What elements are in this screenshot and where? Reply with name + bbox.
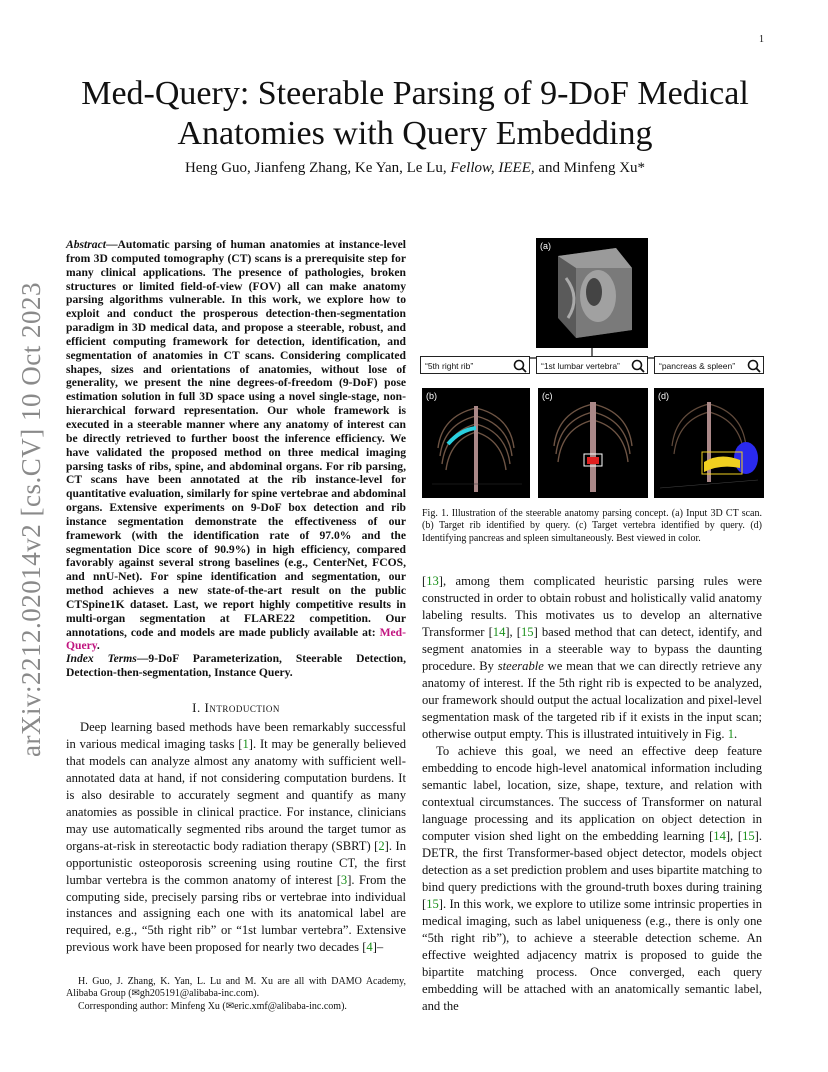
search-icon bbox=[513, 359, 527, 373]
abstract-text: —Automatic parsing of human anatomies at instance-level from 3D computed tomography (CT) scans is a prerequisite step for many clinical applications. The presence of pathologies, broken structures or limited field-of-view (FOV) all can make anatomy parsing algorithms vulnerable. In this work, we explore how to exploit and conduct the prosperous detection-then-segmentation paradigm in 3D medical data, and propose a steerable, robust, and efficient computing framework for detection, identification, and segmentation of anatomies in CT scans. Considering complicated shapes, sizes and orientations of anatomies, without lose of generality, we present the nine degrees-of-freedom (9-DoF) pose estimation solution in full 3D space using a novel single-stage, non-hierarchical forward representation. Our whole framework is executed in a steerable manner where any anatomy of interest can be directly retrieved to further boost the inference efficiency. We have validated the proposed method on three medical imaging parsing tasks of ribs, spine, and abdominal organs. For rib parsing, CT scans have been annotated at the rib instance-level for quantitative evaluation, similarly for spine vertebrae and abdominal organs. Extensive experiments on 9-DoF box detection and rib instance segmentation demonstrate the effectiveness of our framework (with the identification rate of 97.0% and the segmentation Dice score of 90.9%) in high efficiency, compared favorably against several strong baselines (e.g., CenterNet, FCOS, and nnU-Net). For spine identification and segmentation, our method achieves a new state-of-the-art result on the public CTSpine1K dataset. Last, we report highly competitive results in multi-organ segmentation at FLARE22 competition. Our annotations, code and models are made publicly available at: bbox=[66, 238, 406, 639]
query-box-rib[interactable] bbox=[420, 356, 530, 374]
page-number: 1 bbox=[759, 34, 764, 45]
search-icon bbox=[631, 359, 645, 373]
citation-link[interactable]: 14 bbox=[492, 625, 506, 639]
text-run: ]. It may be generally believed that models can analyze almost any anatomy with sufficient well-annotated data at hand, if not considering computation burdens. It is also desirable to accurately segment and quantify as many anatomies as possible in clinical practice. For instance, clinicians may use automatically segmented ribs around the target tumor as organs-at-risk in stereotactic body radiation therapy (SBRT) [ bbox=[66, 736, 406, 853]
panel-b-label: (b) bbox=[426, 391, 437, 401]
text-run: ]. In opportunistic osteoporosis screening using routine CT, the first lumbar vertebra is the common anatomy of interest [ bbox=[66, 838, 407, 887]
citation-link[interactable]: 1 bbox=[242, 736, 249, 751]
intro-right-column bbox=[422, 573, 762, 1015]
vertebra-render-image bbox=[538, 388, 648, 498]
ct-volume-image bbox=[536, 238, 648, 348]
query-box-vertebra[interactable] bbox=[536, 356, 648, 374]
citation-link[interactable]: 2 bbox=[378, 838, 385, 853]
organ-render-image bbox=[654, 388, 764, 498]
author-fellow: Fellow, IEEE, bbox=[450, 160, 535, 176]
rib-render-image bbox=[422, 388, 530, 498]
text-run: ]. DETR, the first Transformer-based object detector, models object detection as a set prediction problem and uses bipartite matching to bind query predictions with the ground-truth boxes during training [ bbox=[422, 829, 763, 911]
text-run: ], [ bbox=[725, 829, 743, 843]
author-names: Heng Guo, Jianfeng Zhang, Ke Yan, Le Lu, bbox=[184, 160, 447, 176]
panel-a-label: (a) bbox=[540, 241, 551, 251]
citation-link[interactable]: 15 bbox=[426, 897, 439, 911]
intro-paragraph-1 bbox=[66, 719, 406, 956]
text-run: To achieve this goal, we need an effective deep feature embedding to encode high-level anatomical information including semantic label, location, size, shape, texture, and relation with contextual circumstances. The success of Transformer on natural language processing and its application on object detection in computer vision shed light on the embedding learning [ bbox=[422, 744, 762, 843]
paper-title: Med-Query: Steerable Parsing of 9-DoF Medical Anatomies with Query Embedding bbox=[81, 75, 749, 152]
panel-c-vertebra bbox=[538, 388, 648, 498]
query-text-pancreas-spleen: “pancreas & spleen” bbox=[659, 361, 736, 371]
text-run: Deep learning based methods have been remarkably successful in various medical imaging tasks [ bbox=[66, 720, 406, 751]
section-heading bbox=[66, 700, 406, 716]
query-text-rib: “5th right rib” bbox=[425, 361, 474, 371]
intro-paragraph-2 bbox=[422, 573, 762, 743]
index-terms-text: —9-DoF Parameterization, Steerable Detection, Detection-then-segmentation, Instance Query. bbox=[66, 652, 406, 679]
text-run: ], among them complicated heuristic parsing rules were constructed in order to obtain robust and holistically valid anatomy labeling results. This motivates us to develop an alternative Transformer [ bbox=[422, 574, 762, 639]
figure-1 bbox=[420, 232, 764, 500]
intro-paragraph-3 bbox=[422, 743, 762, 1015]
query-box-pancreas-spleen[interactable] bbox=[654, 356, 764, 374]
code-link[interactable]: Med-Query bbox=[66, 625, 406, 653]
citation-link[interactable]: 1 bbox=[727, 727, 735, 741]
text-run: . bbox=[734, 727, 738, 741]
panel-d-pancreas-spleen bbox=[654, 388, 764, 498]
citation-link[interactable]: 13 bbox=[426, 574, 439, 588]
search-icon bbox=[747, 359, 761, 373]
citation-link[interactable]: 15 bbox=[742, 829, 755, 843]
index-terms bbox=[66, 652, 406, 680]
intro-left-column bbox=[66, 719, 406, 956]
italic-term: steerable bbox=[497, 659, 544, 673]
section-numeral: I. bbox=[192, 700, 201, 715]
abstract-end: . bbox=[96, 639, 100, 653]
abstract-lead: Abstract bbox=[66, 238, 106, 251]
text-run: ] based method that can detect, identify, and segment anatomies in a steerable way to bypass the daunting procedure. By bbox=[422, 625, 762, 673]
panel-d-label: (d) bbox=[658, 391, 669, 401]
index-terms-lead: Index Terms bbox=[66, 652, 137, 665]
figure-caption: Fig. 1. Illustration of the steerable anatomy parsing concept. (a) Input 3D CT scan. (b) Target rib identified by query. (c) Target vertebra identified by query. (d) Identifying pancreas and spleen simultaneously. Best viewed in color. bbox=[422, 508, 762, 544]
text-run: ]. In this work, we explore to utilize some intrinsic properties in medical imaging, such as label uniqueness (e.g., there is only one “5th right rib”), to achieve a steerable detection scheme. An effective weighted adjacency matrix is proposed to guide the bipartite matching process. Once converged, each query embedding will be attached with an anatomically semantic label, and the bbox=[422, 897, 762, 1013]
authors bbox=[70, 160, 760, 177]
panel-b-rib bbox=[422, 388, 530, 498]
text-run: ]. From the computing side, precisely parsing ribs or vertebrae into individual instances and assigning each one with its anatomical label are required, e.g., “5th right rib” or “1st lumbar vertebra”. Extensive previous work have been proposed for nearly two decades [ bbox=[66, 872, 406, 955]
text-run: ]– bbox=[372, 940, 384, 955]
footnote-corresponding: Corresponding author: Minfeng Xu (✉eric.xmf@alibaba-inc.com). bbox=[78, 1000, 347, 1012]
footnote-affiliation: H. Guo, J. Zhang, K. Yan, L. Lu and M. Xu are all with DAMO Academy, Alibaba Group (✉gh205191@alibaba-inc.com). bbox=[66, 976, 406, 1000]
text-run: ], [ bbox=[505, 625, 521, 639]
panel-c-label: (c) bbox=[542, 391, 553, 401]
citation-link[interactable]: 15 bbox=[520, 625, 534, 639]
text-run: we mean that we can directly retrieve any anatomy of interest. If the 5th right rib is expected to be analyzed, our framework should output the actual localization and pixel-level segmentation mask of the targeted rib if it exists in the input scan; otherwise output empty. This is illustrated intuitively in Fig. bbox=[422, 659, 762, 741]
abstract bbox=[66, 238, 406, 653]
footnotes bbox=[66, 976, 406, 1013]
citation-link[interactable]: 14 bbox=[713, 829, 726, 843]
query-text-vertebra: “1st lumbar vertebra” bbox=[541, 361, 620, 371]
citation-link[interactable]: 4 bbox=[366, 940, 373, 955]
text-run: [ bbox=[422, 574, 427, 588]
arxiv-stamp: arXiv:2212.02014v2 [cs.CV] 10 Oct 2023 bbox=[16, 282, 46, 757]
section-title: Introduction bbox=[204, 700, 280, 715]
panel-a-ct-volume bbox=[536, 238, 648, 348]
author-tail: and Minfeng Xu* bbox=[538, 160, 646, 176]
citation-link[interactable]: 3 bbox=[340, 872, 348, 887]
